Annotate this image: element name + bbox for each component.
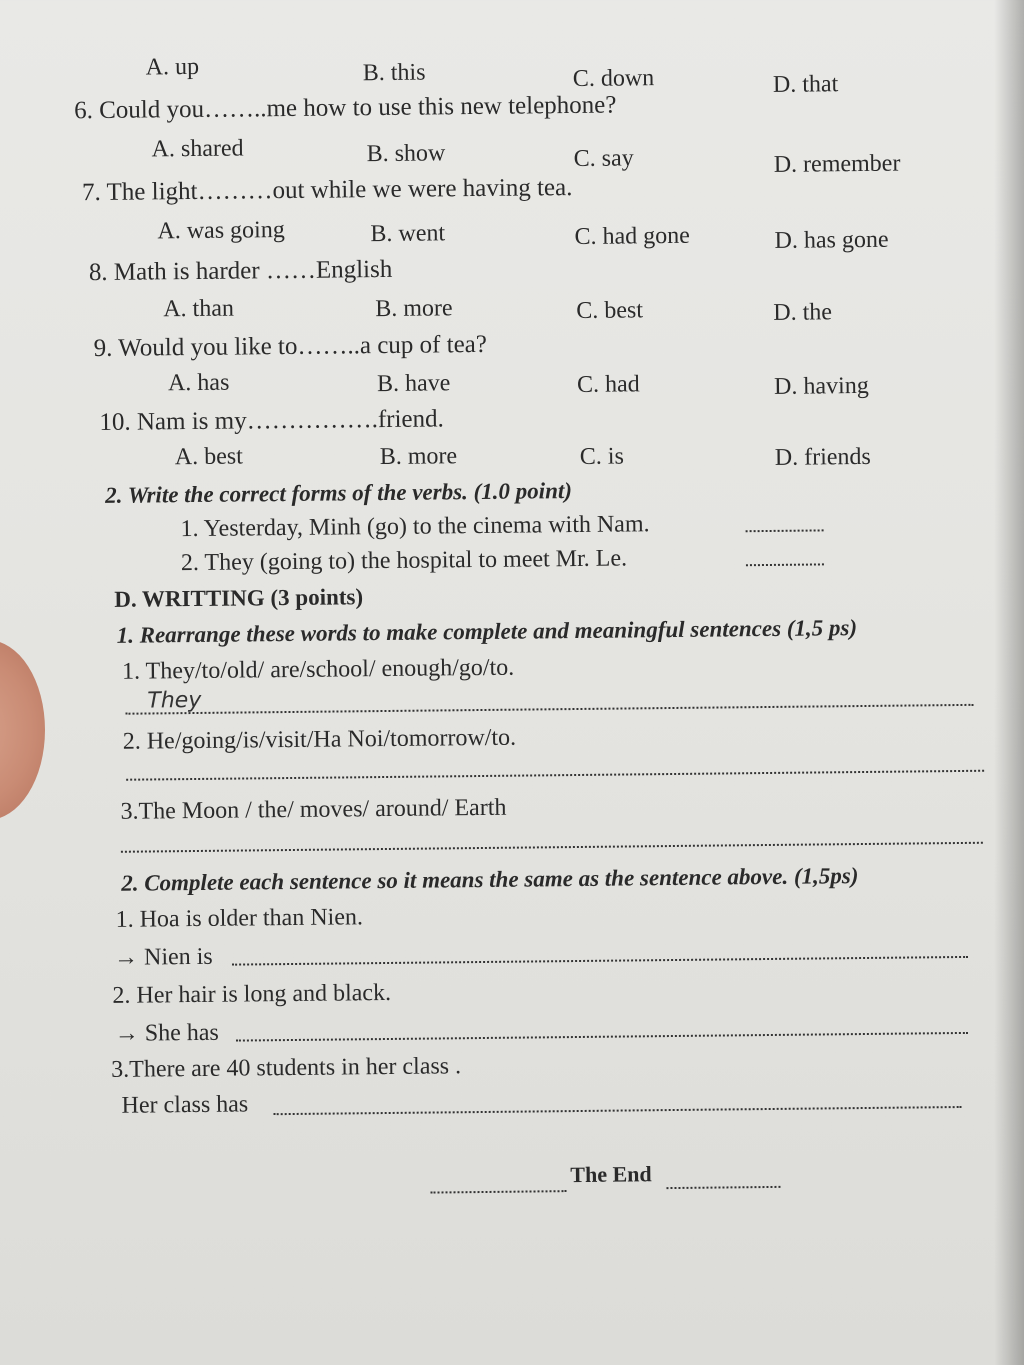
q9-option-d: D. having bbox=[773, 372, 869, 400]
answer-line[interactable] bbox=[125, 704, 973, 715]
answer-line[interactable] bbox=[126, 770, 984, 781]
complete-item-1-lead: → Nien is bbox=[113, 943, 213, 971]
q7-stem: 7. The light………out while we were having tea. bbox=[81, 174, 573, 207]
verbs-item-1: 1. Yesterday, Minh (go) to the cinema with Nam. bbox=[180, 511, 650, 543]
answer-line[interactable] bbox=[274, 1106, 962, 1115]
q6-option-c: C. say bbox=[573, 145, 634, 173]
answer-line[interactable] bbox=[121, 842, 983, 853]
writing-title: D. WRITTING (3 points) bbox=[114, 584, 364, 612]
answer-blank[interactable] bbox=[746, 563, 824, 566]
end-dots-left bbox=[431, 1190, 567, 1193]
q9-option-b: B. have bbox=[376, 370, 451, 398]
end-label: The End bbox=[570, 1161, 652, 1188]
handwritten-answer: They bbox=[147, 687, 202, 714]
q7-option-a: A. was going bbox=[157, 217, 285, 245]
complete-item-2-prompt: 2. Her hair is long and black. bbox=[112, 979, 392, 1009]
complete-item-2-lead: → She has bbox=[114, 1019, 219, 1047]
q7-option-c: C. had gone bbox=[574, 222, 690, 250]
complete-item-3-prompt: 3.There are 40 students in her class . bbox=[111, 1053, 462, 1083]
answer-line[interactable] bbox=[232, 956, 968, 966]
q10-option-c: C. is bbox=[579, 443, 624, 470]
q10-option-b: B. more bbox=[379, 443, 458, 471]
q7-option-d: D. has gone bbox=[774, 226, 889, 254]
q8-option-b: B. more bbox=[375, 295, 453, 323]
q5-option-a: A. up bbox=[145, 53, 200, 81]
q5-option-c: C. down bbox=[572, 65, 655, 93]
complete-heading: 2. Complete each sentence so it means the same as the sentence above. (1,5ps) bbox=[121, 863, 859, 896]
q8-option-c: C. best bbox=[576, 297, 644, 324]
q10-option-d: D. friends bbox=[774, 443, 871, 471]
q10-stem: 10. Nam is my…………….friend. bbox=[99, 405, 444, 436]
q9-option-a: A. has bbox=[167, 369, 230, 397]
q5-option-b: B. this bbox=[362, 59, 426, 87]
rearrange-item-3: 3.The Moon / the/ moves/ around/ Earth bbox=[120, 794, 507, 825]
q6-option-d: D. remember bbox=[773, 150, 901, 178]
answer-blank[interactable] bbox=[746, 529, 824, 532]
q8-option-a: A. than bbox=[163, 295, 235, 323]
page-edge-shadow bbox=[994, 0, 1024, 1365]
rearrange-heading: 1. Rearrange these words to make complete and meaningful sentences (1,5 ps) bbox=[116, 615, 858, 648]
q9-stem: 9. Would you like to……..a cup of tea? bbox=[93, 330, 488, 363]
q5-option-d: D. that bbox=[772, 71, 839, 98]
rearrange-item-2: 2. He/going/is/visit/Ha Noi/tomorrow/to. bbox=[122, 724, 517, 755]
verbs-item-2: 2. They (going to) the hospital to meet Mr. Le. bbox=[180, 545, 628, 577]
q6-option-b: B. show bbox=[366, 140, 446, 168]
q6-option-a: A. shared bbox=[151, 135, 244, 163]
answer-line[interactable] bbox=[236, 1032, 968, 1042]
complete-item-3-lead: Her class has bbox=[121, 1091, 249, 1119]
q8-stem: 8. Math is harder ……English bbox=[88, 255, 393, 287]
complete-item-1-prompt: 1. Hoa is older than Nien. bbox=[115, 904, 364, 933]
verbs-heading: 2. Write the correct forms of the verbs. (1.0 point) bbox=[105, 478, 573, 508]
q9-option-c: C. had bbox=[576, 371, 640, 398]
end-dots-right bbox=[666, 1186, 780, 1189]
q7-option-b: B. went bbox=[370, 220, 446, 248]
q10-option-a: A. best bbox=[174, 443, 243, 471]
q6-stem: 6. Could you……..me how to use this new telephone? bbox=[74, 91, 617, 125]
q8-option-d: D. the bbox=[773, 299, 833, 326]
rearrange-item-1: 1. They/to/old/ are/school/ enough/go/to. bbox=[121, 654, 515, 685]
